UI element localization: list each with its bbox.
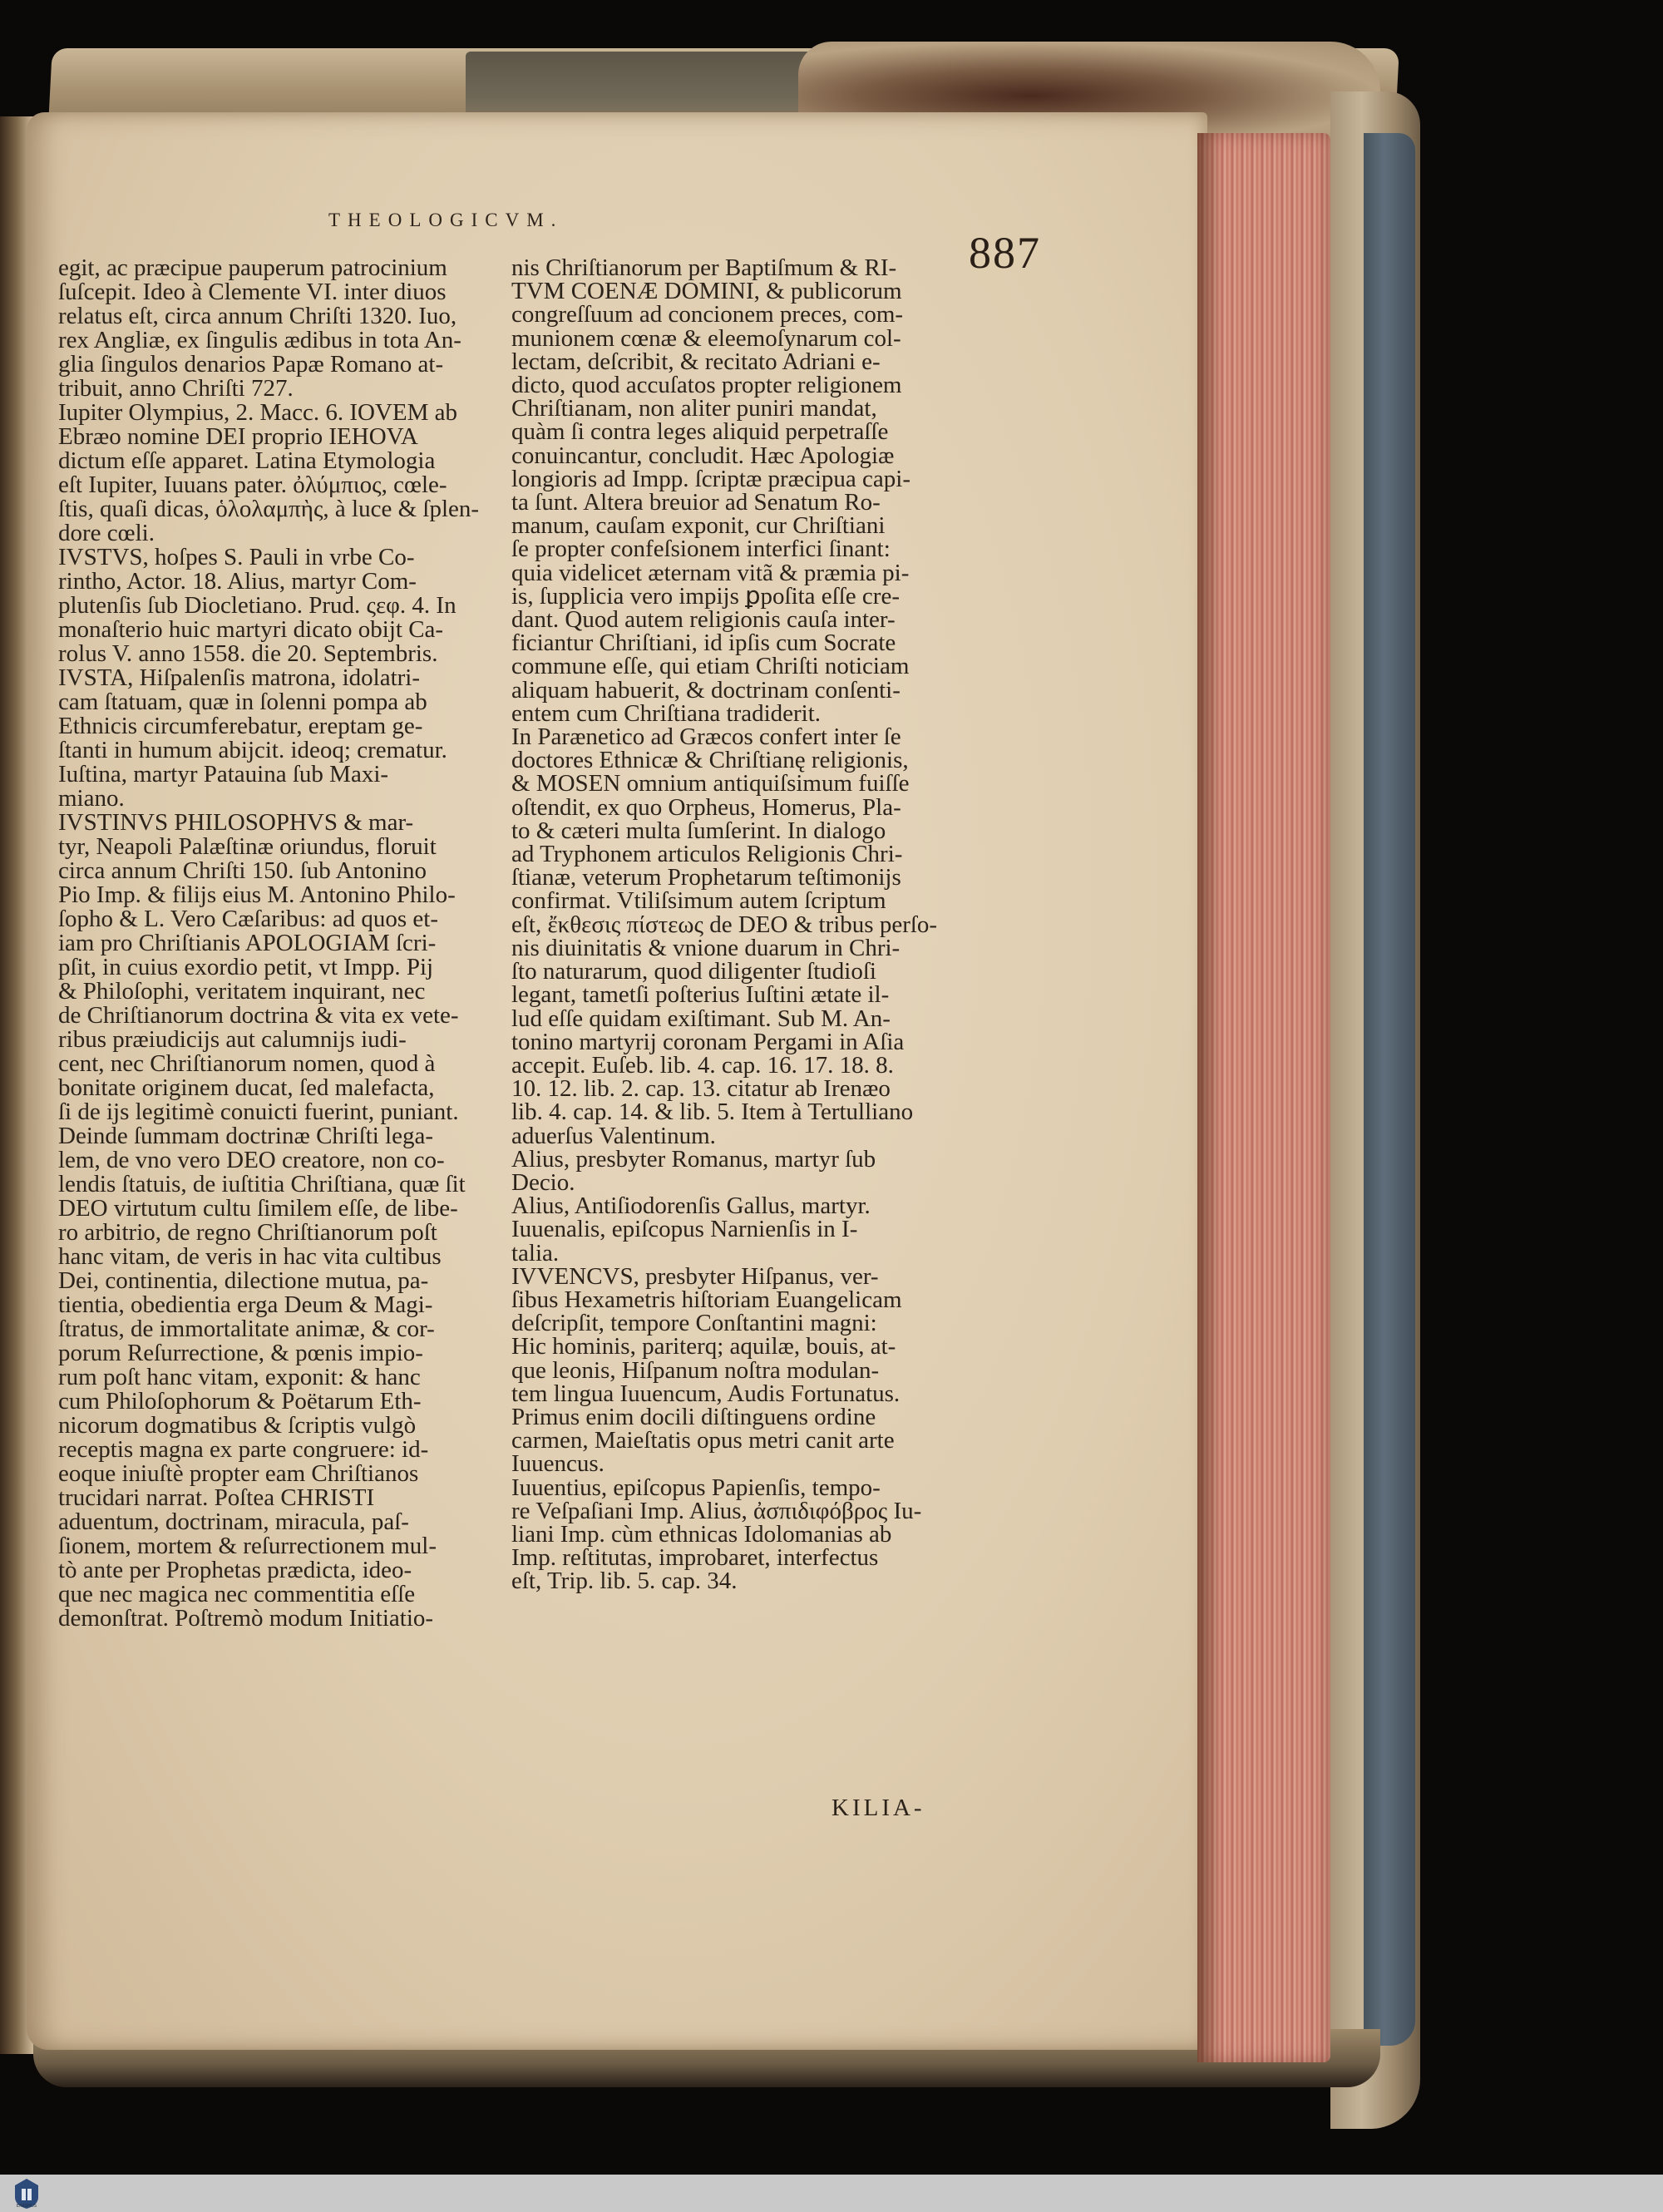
- text-line: que leonis, Hiſpanum noſtra modulan-: [511, 1356, 880, 1384]
- text-line: dant. Quod autem religionis cauſa inter-: [511, 606, 896, 634]
- text-line: Iupiter Olympius, 2. Macc. 6. IOVEM ab: [58, 399, 458, 426]
- text-line: ribus præiudicijs aut calumnijs iudi-: [58, 1026, 407, 1053]
- text-line: nis diuinitatis & vnione duarum in Chri-: [511, 934, 901, 961]
- text-line: lib. 4. cap. 14. & lib. 5. Item à Tertulliano: [511, 1099, 914, 1126]
- text-line: entem cum Chriſtiana tradiderit.: [511, 699, 822, 727]
- text-line: hanc vitam, de veris in hac vita cultibus: [58, 1243, 442, 1270]
- text-line: conuincantur, concludit. Hæc Apologiæ: [511, 442, 895, 469]
- text-line: trucidari narrat. Poſtea CHRISTI: [58, 1484, 375, 1511]
- fore-edge-shade: [1197, 133, 1222, 2062]
- text-line: receptis magna ex parte congruere: id-: [58, 1436, 429, 1463]
- text-line: Hic hominis, pariterq; aquilæ, bouis, at-: [511, 1333, 896, 1360]
- running-head: THEOLOGICVM.: [328, 210, 564, 230]
- text-line: tem lingua Iuuencum, Audis Fortunatus.: [511, 1380, 901, 1407]
- text-line: tribuit, anno Chriſti 727.: [58, 375, 294, 402]
- text-line: tonino martyrij coronam Pergami in Aſia: [511, 1028, 905, 1055]
- text-line: Ethnicis circumferebatur, ereptam ge-: [58, 713, 423, 739]
- text-line: ſionem, mortem & reſurrectionem mul-: [58, 1533, 437, 1559]
- text-line: 10. 12. lib. 2. cap. 13. citatur ab Irenæo: [511, 1075, 891, 1103]
- text-line: cum Philoſophorum & Poëtarum Eth-: [58, 1388, 422, 1415]
- text-line: lendis ſtatuis, de iuſtitia Chriſtiana, quæ ſit: [58, 1171, 466, 1197]
- left-text-column: [58, 256, 491, 1631]
- text-line: Iuuencus.: [511, 1450, 605, 1478]
- text-line: Imp. reſtitutas, improbaret, interfectus: [511, 1544, 879, 1572]
- text-line: lud eſſe quidam exiſtimant. Sub M. An-: [511, 1005, 891, 1032]
- text-line: plutenſis ſub Diocletiano. Prud. ςεφ. 4. In: [58, 592, 456, 619]
- text-line: ſtratus, de immortalitate animæ, & cor-: [58, 1316, 435, 1342]
- right-text-column: [511, 256, 960, 1593]
- text-line: In Parænetico ad Græcos confert inter ſe: [511, 723, 901, 751]
- text-line: accepit. Euſeb. lib. 4. cap. 16. 17. 18. 8.: [511, 1051, 894, 1079]
- text-line: congreſſuum ad concionem preces, com-: [511, 301, 904, 328]
- text-line: ſtanti in humum abijcit. ideoq; crematur.: [58, 737, 447, 763]
- text-line: nicorum dogmatibus & ſcriptis vulgò: [58, 1412, 417, 1439]
- text-line: carmen, Maieſtatis opus metri canit arte: [511, 1427, 895, 1454]
- text-line: ficiantur Chriſtiani, id ipſis cum Socrate: [511, 630, 896, 657]
- text-line: & MOSEN omnium antiquiſsimum fuiſſe: [511, 770, 910, 797]
- catchword: KILIA-: [832, 1795, 925, 1821]
- text-line: commune eſſe, qui etiam Chriſti noticiam: [511, 653, 910, 680]
- text-line: IVSTA, Hiſpalenſis matrona, idolatri-: [58, 664, 420, 691]
- text-line: nis Chriſtianorum per Baptiſmum & RI-: [511, 254, 897, 281]
- text-line: confirmat. Vtiliſsimum autem ſcriptum: [511, 887, 886, 915]
- text-line: tò ante per Prophetas prædicta, ideo-: [58, 1557, 412, 1583]
- text-line: porum Reſurrectione, & pœnis impio-: [58, 1340, 423, 1366]
- text-line: longioris ad Impp. ſcriptæ præcipua capi-: [511, 465, 911, 492]
- text-line: ſto naturarum, quod diligenter ſtudioſi: [511, 958, 876, 985]
- text-line: Dei, continentia, dilectione mutua, pa-: [58, 1267, 429, 1294]
- text-line: glia ſingulos denarios Papæ Romano at-: [58, 351, 444, 378]
- text-line: relatus eſt, circa annum Chriſti 1320. Iuo,: [58, 303, 457, 329]
- text-line: ſi de ijs legitimè conuicti fuerint, puniant.: [58, 1099, 459, 1125]
- text-line: que nec magica nec commentitia eſſe: [58, 1581, 416, 1607]
- text-line: DEO virtutum cultu ſimilem eſſe, de libe-: [58, 1195, 458, 1222]
- text-line: miano.: [58, 785, 125, 812]
- text-line: munionem cœnæ & eleemoſynarum col-: [511, 324, 901, 352]
- text-line: Alius, Antiſiodorenſis Gallus, martyr.: [511, 1192, 871, 1220]
- text-line: pſit, in cuius exordio petit, vt Impp. Pij: [58, 954, 434, 980]
- text-line: circa annum Chriſti 150. ſub Antonino: [58, 857, 427, 884]
- text-line: aliquam habuerit, & doctrinam conſenti-: [511, 676, 901, 704]
- text-line: eſt, Trip. lib. 5. cap. 34.: [511, 1568, 738, 1595]
- text-line: ſopho & L. Vero Cæſaribus: ad quos et-: [58, 906, 438, 932]
- text-line: eoque iniuſtè propter eam Chriſtianos: [58, 1460, 419, 1487]
- text-line: aduerſus Valentinum.: [511, 1122, 716, 1149]
- text-line: Deinde ſummam doctrinæ Chriſti lega-: [58, 1123, 434, 1149]
- text-line: ſe propter confeſsionem interfici ſinant:: [511, 536, 891, 563]
- text-line: IVSTINVS PHILOSOPHVS & mar-: [58, 809, 414, 836]
- text-line: lectam, deſcribit, & recitato Adriani e-: [511, 348, 881, 375]
- text-line: rolus V. anno 1558. die 20. Septembris.: [58, 640, 438, 667]
- text-line: quàm ſi contra leges aliquid perpetraſſe: [511, 418, 889, 446]
- text-line: cam ſtatuam, quæ in ſolenni pompa ab: [58, 689, 427, 715]
- text-line: ſtianæ, veterum Prophetarum teſtimonijs: [511, 864, 901, 891]
- text-line: liani Imp. cùm ethnicas Idolomanias ab: [511, 1520, 892, 1548]
- text-line: eſt Iupiter, Iuuans pater. ὀλύμπιος, cœle-: [58, 472, 447, 498]
- text-line: eſt, ἔκθεσις πίστεως de DEO & tribus perſo-: [511, 911, 938, 938]
- library-logo-text: ERASMUS: [16, 2204, 37, 2209]
- text-line: dictum eſſe apparet. Latina Etymologia: [58, 447, 436, 474]
- text-line: ta ſunt. Altera breuior ad Senatum Ro-: [511, 489, 881, 516]
- text-line: rum poſt hanc vitam, exponit: & hanc: [58, 1364, 421, 1390]
- text-line: manum, cauſam exponit, cur Chriſtiani: [511, 512, 886, 540]
- text-line: is, ſupplicia vero impijs ꝑpoſita eſſe cre-: [511, 582, 900, 610]
- text-line: talia.: [511, 1239, 560, 1266]
- viewer-footer-bar: [0, 2175, 1663, 2212]
- text-line: rex Angliæ, ex ſingulis ædibus in tota An-: [58, 327, 461, 353]
- text-line: IVSTVS, hoſpes S. Pauli in vrbe Co-: [58, 544, 415, 570]
- text-line: tyr, Neapoli Palæſtinæ oriundus, floruit: [58, 833, 437, 860]
- text-line: & Philoſophi, veritatem inquirant, nec: [58, 978, 426, 1005]
- text-line: rintho, Actor. 18. Alius, martyr Com-: [58, 568, 417, 595]
- text-line: quia videlicet æternam vitã & præmia pi-: [511, 559, 910, 586]
- text-line: cent, nec Chriſtianorum nomen, quod à: [58, 1050, 436, 1077]
- text-line: to & cæteri multa ſumſerint. In dialogo: [511, 817, 886, 844]
- text-line: aduentum, doctrinam, miracula, paſ-: [58, 1508, 409, 1535]
- text-line: TVM COENÆ DOMINI, & publicorum: [511, 278, 902, 305]
- text-line: lem, de vno vero DEO creatore, non co-: [58, 1147, 445, 1173]
- text-line: demonſtrat. Poſtremò modum Initiatio-: [58, 1605, 434, 1632]
- text-line: deſcripſit, tempore Conſtantini magni:: [511, 1310, 877, 1337]
- text-line: Alius, presbyter Romanus, martyr ſub: [511, 1145, 876, 1173]
- text-line: Pio Imp. & filijs eius M. Antonino Philo-: [58, 881, 456, 908]
- text-line: Chriſtianam, non aliter puniri mandat,: [511, 395, 877, 422]
- text-line: Primus enim docili diſtinguens ordine: [511, 1403, 876, 1430]
- text-line: dicto, quod accuſatos propter religionem: [511, 372, 902, 399]
- text-line: Iuuenalis, epiſcopus Narnienſis in I-: [511, 1216, 858, 1243]
- text-line: iam pro Chriſtianis APOLOGIAM ſcri-: [58, 930, 437, 956]
- text-line: ad Tryphonem articulos Religionis Chri-: [511, 841, 903, 868]
- text-line: Decio.: [511, 1168, 575, 1196]
- text-line: Iuſtina, martyr Patauina ſub Maxi-: [58, 761, 389, 788]
- text-line: ro arbitrio, de regno Chriſtianorum poſt: [58, 1219, 437, 1246]
- text-line: bonitate originem ducat, ſed malefacta,: [58, 1074, 435, 1101]
- text-line: IVVENCVS, presbyter Hiſpanus, ver-: [511, 1262, 879, 1290]
- text-line: re Veſpaſiani Imp. Alius, ἀσπιδιφόβρος Iu-: [511, 1497, 922, 1524]
- text-line: Ebræo nomine DEI proprio IEHOVA: [58, 423, 418, 450]
- text-line: ſtis, quaſi dicas, ὁλολαμπὴς, à luce & ſplen-: [58, 496, 480, 522]
- text-line: tientia, obedientia erga Deum & Magi-: [58, 1291, 433, 1318]
- text-line: doctores Ethnicæ & Chriſtianę religionis,: [511, 747, 909, 774]
- text-line: dore cœli.: [58, 520, 155, 546]
- page-number: 887: [969, 228, 1041, 278]
- text-line: legant, tametſi poſterius Iuſtini ætate il-: [511, 981, 890, 1009]
- text-line: egit, ac præcipue pauperum patrocinium: [58, 254, 447, 281]
- text-line: oſtendit, ex quo Orpheus, Homerus, Pla-: [511, 793, 901, 821]
- text-line: de Chriſtianorum doctrina & vita ex vete-: [58, 1002, 459, 1029]
- text-line: Iuuentius, epiſcopus Papienſis, tempo-: [511, 1474, 881, 1501]
- text-line: ſuſcepit. Ideo à Clemente VI. inter diuos: [58, 279, 447, 305]
- book-cover-cloth: [1364, 133, 1415, 2046]
- text-line: monaſterio huic martyri dicato obijt Ca-: [58, 616, 444, 643]
- text-line: ſibus Hexametris hiſtoriam Euangelicam: [511, 1286, 902, 1313]
